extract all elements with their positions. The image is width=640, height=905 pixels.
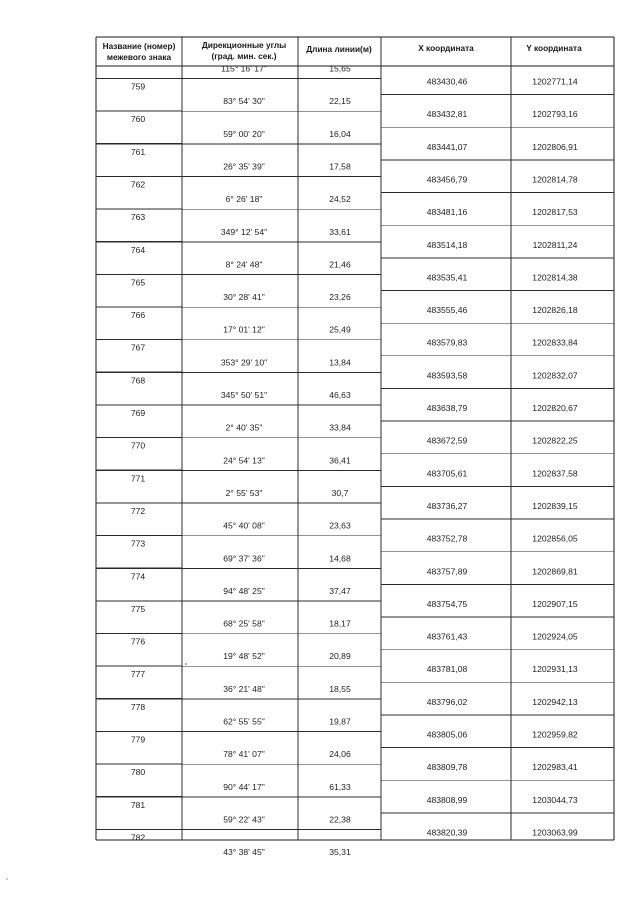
line-length: 33,84 [329,422,351,433]
scan-speck [185,663,187,665]
y-coordinate: 1202856,05 [532,533,578,544]
line-length: 36,41 [329,455,351,466]
line-length: 22,15 [329,96,351,107]
line-length: 19,87 [329,716,351,727]
line-length: 16,04 [329,128,351,139]
line-length: 25,49 [329,324,351,335]
direction-angle: 17° 01' 12" [223,324,265,335]
line-length: 33,61 [329,226,351,237]
y-coordinate: 1202942,13 [532,696,578,707]
direction-angle: 68° 25' 58" [223,618,265,629]
x-coordinate: 483805,06 [426,729,468,740]
direction-angle: 6° 26' 18" [225,194,263,205]
line-length: 22,38 [329,814,351,825]
y-coordinate: 1203044,73 [532,794,578,805]
x-coordinate: 483781,08 [426,664,468,675]
x-coordinate: 483593,58 [426,370,468,381]
y-coordinate: 1202833,84 [532,337,578,348]
boundary-mark-number: 778 [130,701,146,712]
boundary-mark-number: 763 [130,212,146,223]
y-coordinate: 1202832,07 [532,370,578,381]
x-coordinate: 483514,18 [426,239,468,250]
line-length: 35,31 [329,847,351,858]
direction-angle: 349° 12' 54" [220,226,268,237]
line-length: 24,06 [329,749,351,760]
line-length: 13,84 [329,357,351,368]
direction-angle: 24° 54' 13" [223,455,265,466]
x-coordinate: 483752,78 [426,533,468,544]
y-coordinate: 1202822,25 [532,435,578,446]
x-coordinate: 483736,27 [426,500,468,511]
direction-angle: 36° 21' 48" [223,683,265,694]
direction-angle: 78° 41' 07" [223,749,265,760]
line-length: 18,17 [329,618,351,629]
x-coordinate: 483638,79 [426,403,468,413]
line-length: 18,55 [329,683,351,694]
direction-angle: 2° 55' 53" [225,487,263,498]
y-coordinate: 1202837,58 [532,468,578,479]
direction-angle: 62° 55' 55" [223,716,265,727]
boundary-mark-number: 762 [130,179,146,190]
header-name-line2: межевого знака [106,52,172,62]
boundary-mark-number: 765 [130,277,146,288]
y-coordinate: 1202793,16 [532,109,578,120]
boundary-mark-number: 769 [130,408,146,418]
x-coordinate: 483441,07 [426,141,468,152]
boundary-mark-number: 779 [130,734,146,745]
x-coordinate: 483796,02 [426,696,468,707]
y-coordinate: 1202806,91 [532,141,578,152]
direction-angle: 353° 29' 10" [220,357,268,368]
line-length: 14,68 [329,553,351,564]
boundary-mark-number: 776 [130,636,146,647]
direction-angle: 19° 48' 52" [223,651,265,662]
header-x: X координата [418,43,474,53]
boundary-mark-number: 772 [130,505,146,516]
direction-angle: 8° 24' 48" [225,259,263,270]
x-coordinate: 483761,43 [426,631,468,642]
x-coordinate: 483430,46 [426,76,468,87]
scan-speck [6,878,7,879]
line-length: 24,52 [329,194,351,205]
line-length: 46,63 [329,390,351,400]
boundary-mark-number: 767 [130,342,146,353]
y-coordinate: 1202839,15 [532,500,578,511]
line-length: 23,63 [329,520,351,531]
header-angle-line1: Дирекционные углы [201,40,287,50]
boundary-mark-number: 759 [130,81,146,92]
boundary-mark-number: 768 [130,375,146,386]
line-length: 30,7 [331,487,349,498]
y-coordinate: 1202826,18 [532,305,578,316]
boundary-mark-number: 771 [130,473,146,484]
boundary-mark-number: 773 [130,538,146,549]
y-coordinate: 1202811,24 [532,239,578,250]
x-coordinate: 483809,78 [426,762,468,773]
line-length: 61,33 [329,781,351,792]
x-coordinate: 483555,46 [426,305,468,316]
y-coordinate: 1203063,99 [532,827,578,838]
y-coordinate: 1202869,81 [532,566,578,577]
x-coordinate: 483432,81 [426,109,468,120]
header-name-line1: Название (номер) [102,41,176,51]
x-coordinate: 483754,75 [426,598,468,609]
direction-angle: 59° 00' 20" [223,128,265,139]
header-angle-line2: (град. мин. сек.) [211,51,277,61]
y-coordinate: 1202907,15 [532,598,578,609]
y-coordinate: 1202771,14 [532,76,578,87]
x-coordinate: 483757,89 [426,566,468,577]
boundary-mark-number: 780 [130,767,146,778]
direction-angle: 2° 40' 35" [225,422,263,433]
x-coordinate: 483481,16 [426,207,468,218]
boundary-mark-number: 770 [130,440,146,451]
direction-angle: 115° 16' 17" [221,63,267,74]
direction-angle: 83° 54' 30" [223,96,265,107]
header-length: Длина линии(м) [306,44,372,54]
y-coordinate: 1202983,41 [532,762,578,773]
x-coordinate: 483705,61 [426,468,468,479]
y-coordinate: 1202931,13 [532,664,578,675]
direction-angle: 43° 38' 45" [223,847,265,858]
boundary-mark-number: 774 [130,571,146,582]
boundary-mark-number: 775 [130,603,146,614]
direction-angle: 94° 48' 25" [223,585,265,596]
line-length: 20,89 [329,651,351,662]
x-coordinate: 483535,41 [426,272,468,283]
y-coordinate: 1202814,78 [532,174,578,185]
line-length: 37,47 [329,585,351,596]
y-coordinate: 1202817,53 [532,207,578,218]
direction-angle: 26° 35' 39" [223,161,265,172]
boundary-mark-number: 764 [130,244,146,255]
direction-angle: 30° 28' 41" [223,292,265,303]
direction-angle: 90° 44' 17" [223,781,265,792]
line-length: 21,46 [329,259,351,270]
header-y: Y координата [526,43,582,53]
boundary-mark-number: 782 [130,832,146,843]
boundary-mark-number: 766 [130,310,146,321]
y-coordinate: 1202959,82 [532,729,578,740]
x-coordinate: 483820,39 [426,827,468,838]
y-coordinate: 1202820,67 [532,403,578,413]
x-coordinate: 483456,79 [426,174,468,185]
direction-angle: 69° 37' 36" [223,553,265,564]
y-coordinate: 1202924,05 [532,631,578,642]
x-coordinate: 483579,83 [426,337,468,348]
boundary-mark-number: 761 [130,146,146,157]
boundary-mark-number: 760 [130,114,146,125]
direction-angle: 45° 40' 08" [223,520,265,531]
boundary-mark-number: 777 [130,669,146,680]
direction-angle: 345° 50' 51" [220,390,268,400]
table-header [103,40,582,62]
line-length: 15,65 [329,63,351,74]
direction-angle: 59° 22' 43" [223,814,265,825]
x-coordinate: 483672,59 [426,435,468,446]
line-length: 17,58 [329,161,351,172]
y-coordinate: 1202814,38 [532,272,578,283]
line-length: 23,26 [329,292,351,303]
x-coordinate: 483808,99 [426,794,468,805]
boundary-mark-number: 781 [130,799,146,810]
